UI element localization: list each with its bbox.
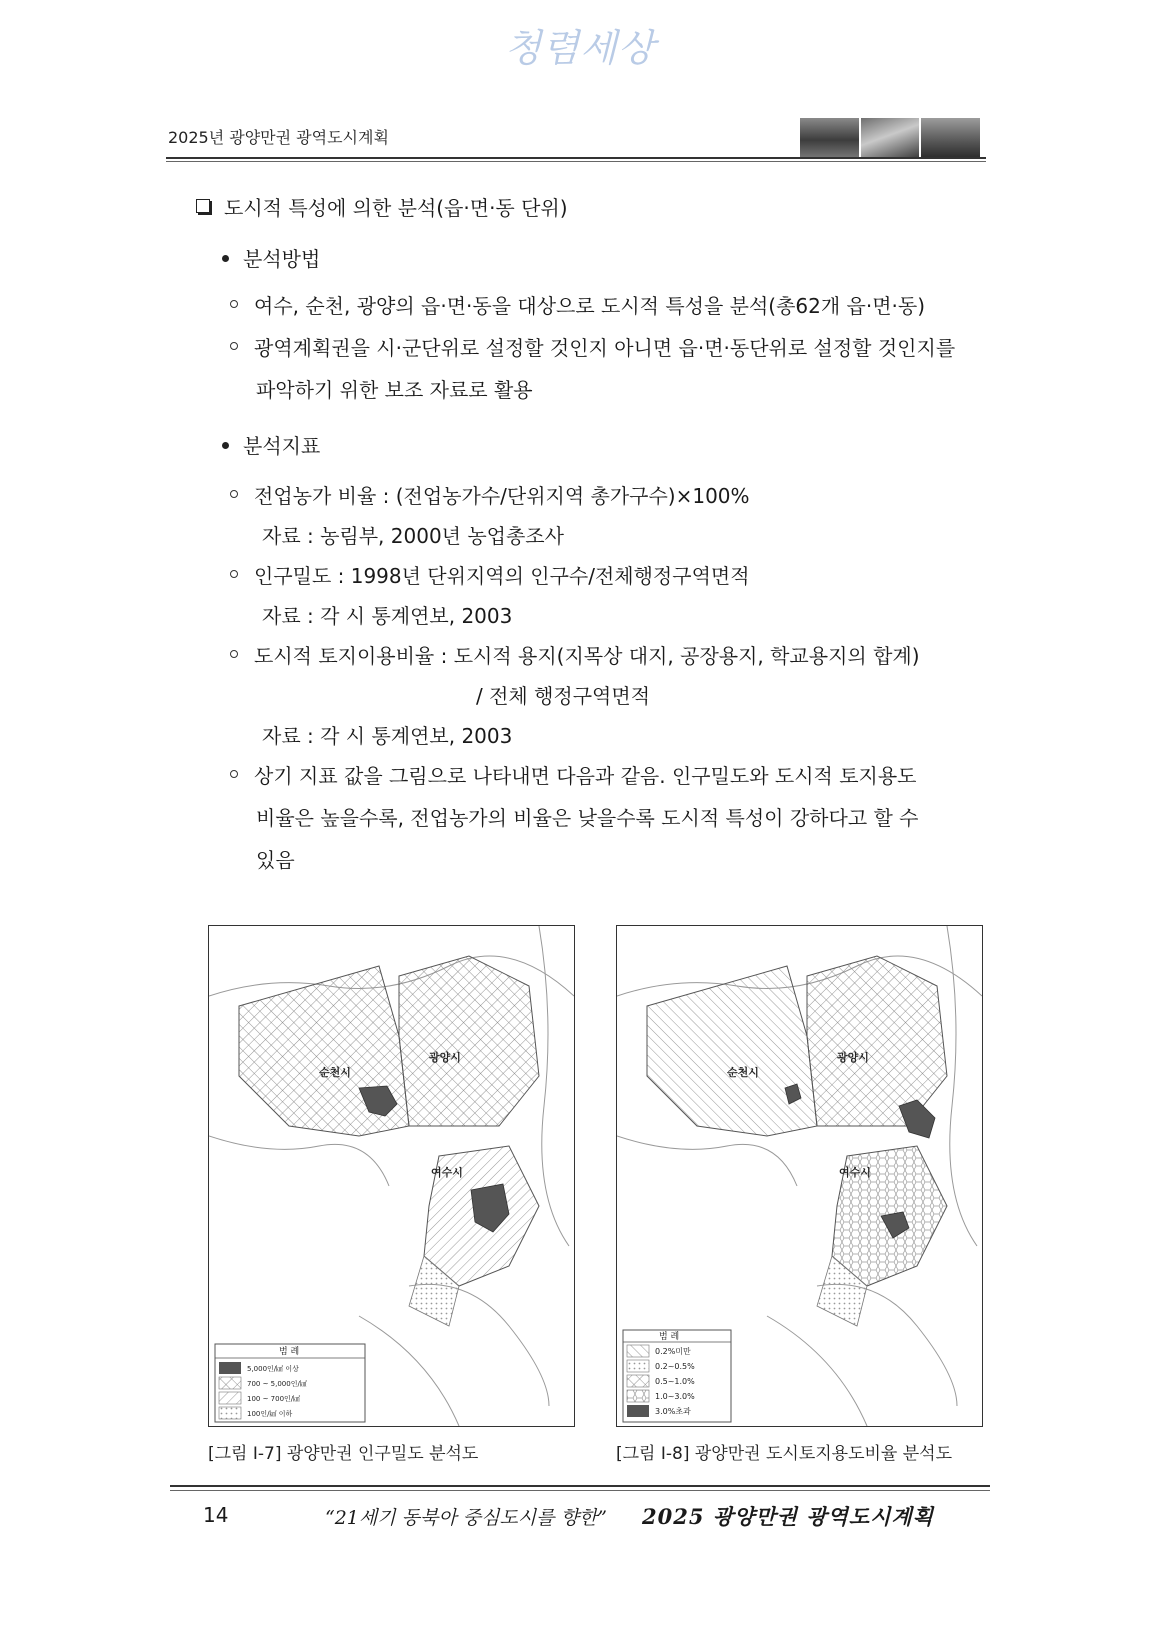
legend-title: 범 례 [279, 1347, 300, 1357]
label-yeosu: 여수시 [839, 1166, 871, 1179]
bullet-icon [222, 442, 229, 449]
legend [215, 1344, 365, 1422]
label-gwangyang: 광양시 [837, 1051, 869, 1064]
method-item-2: 광역계획권을 시·군단위로 설정할 것인지 아니면 읍·면·동단위로 설정할 것인지를 [230, 332, 955, 361]
indicator-density-source: 자료 : 각 시 통계연보, 2003 [262, 604, 513, 628]
header-rule [166, 157, 986, 159]
legend-item-2: 0.2~0.5% [655, 1362, 695, 1371]
legend-item-4: 100인/㎢ 이하 [247, 1410, 293, 1418]
urban-landuse-map-svg [617, 926, 982, 1426]
figure-caption-left: [그림 Ⅰ-7] 광양만권 인구밀도 분석도 [208, 1444, 479, 1464]
label-gwangyang: 광양시 [429, 1051, 461, 1064]
circle-bullet-icon [230, 570, 238, 578]
label-suncheon: 순천시 [727, 1066, 759, 1079]
section-heading: 도시적 특성에 의한 분석(읍·면·동 단위) [196, 192, 568, 221]
legend-item-3: 100 ~ 700인/㎢ [247, 1395, 301, 1403]
label-yeosu: 여수시 [431, 1166, 463, 1179]
legend-item-1: 5,000인/㎢ 이상 [247, 1365, 299, 1373]
footer-rule-thin [170, 1490, 990, 1491]
header-photo-strip [800, 118, 980, 158]
document-title: 2025년 광양만권 광역도시계획 [168, 128, 389, 147]
page-number: 14 [203, 1503, 229, 1527]
summary-line-3: 있음 [256, 848, 295, 872]
footer-title: 2025 광양만권 광역도시계획 [642, 1504, 934, 1529]
legend-item-1: 0.2%미만 [655, 1347, 691, 1356]
checkbox-square-icon [196, 199, 210, 213]
indicator-heading: 분석지표 [222, 430, 320, 459]
indicator-landuse-cont: / 전체 행정구역면적 [476, 684, 651, 708]
district-yeosu [409, 1146, 539, 1326]
circle-bullet-icon [230, 490, 238, 498]
indicator-density: 인구밀도 : 1998년 단위지역의 인구수/전체행정구역면적 [230, 560, 750, 589]
indicator-farm-ratio: 전업농가 비율 : (전업농가수/단위지역 총가구수)×100% [230, 480, 750, 509]
circle-bullet-icon [230, 770, 238, 778]
legend-item-3: 0.5~1.0% [655, 1377, 695, 1386]
method-item-1: 여수, 순천, 광양의 읍·면·동을 대상으로 도시적 특성을 분석(총62개 읍·면·동) [230, 290, 925, 319]
logo: 청렴세상 [504, 26, 656, 70]
population-density-map [208, 925, 575, 1427]
population-density-map-svg [209, 926, 574, 1426]
footer-rule [170, 1485, 990, 1487]
legend [623, 1330, 731, 1422]
label-suncheon: 순천시 [319, 1066, 351, 1079]
circle-bullet-icon [230, 342, 238, 350]
header-rule-thin [166, 161, 986, 162]
bullet-icon [222, 255, 229, 262]
indicator-farm-source: 자료 : 농림부, 2000년 농업총조사 [262, 524, 564, 548]
method-item-2-cont: 파악하기 위한 보조 자료로 활용 [256, 378, 533, 402]
indicator-landuse: 도시적 토지이용비율 : 도시적 용지(지목상 대지, 공장용지, 학교용지의 합계) [230, 640, 920, 669]
urban-landuse-map [616, 925, 983, 1427]
legend-item-5: 3.0%초과 [655, 1407, 691, 1416]
method-heading: 분석방법 [222, 243, 320, 272]
district-gwangyang [399, 956, 539, 1126]
circle-bullet-icon [230, 300, 238, 308]
legend-item-2: 700 ~ 5,000인/㎢ [247, 1380, 307, 1388]
legend-title: 범 례 [659, 1332, 680, 1342]
district-suncheon [647, 966, 817, 1136]
district-gwangyang [807, 956, 947, 1126]
indicator-landuse-source: 자료 : 각 시 통계연보, 2003 [262, 724, 513, 748]
footer-slogan: “21세기 동북아 중심도시를 향한” [325, 1507, 607, 1529]
district-yeosu [817, 1146, 947, 1326]
summary-line-1: 상기 지표 값을 그림으로 나타내면 다음과 같음. 인구밀도와 도시적 토지용도 [230, 760, 917, 789]
figure-caption-right: [그림 Ⅰ-8] 광양만권 도시토지용도비율 분석도 [616, 1444, 953, 1464]
legend-item-4: 1.0~3.0% [655, 1392, 695, 1401]
summary-line-2: 비율은 높을수록, 전업농가의 비율은 낮을수록 도시적 특성이 강하다고 할 수 [256, 806, 919, 830]
circle-bullet-icon [230, 650, 238, 658]
